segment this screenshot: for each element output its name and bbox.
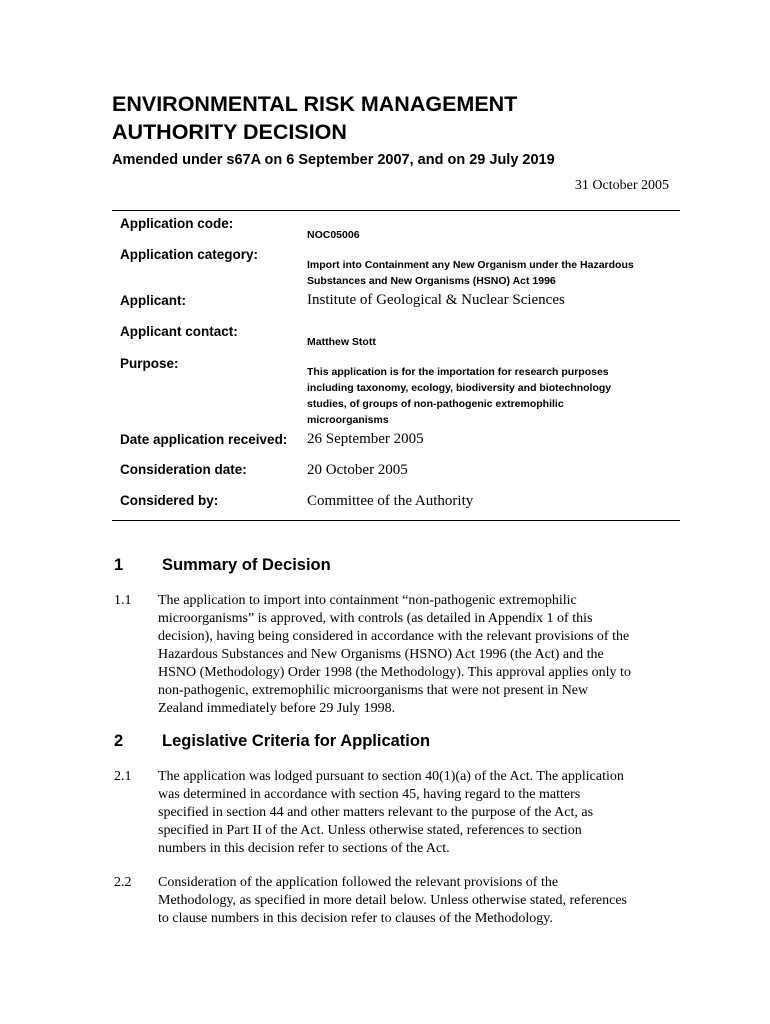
value-line: microorganisms — [307, 414, 389, 426]
decision-date: 31 October 2005 — [574, 178, 669, 193]
value-line: studies, of groups of non-pathogenic extremophilic — [307, 398, 564, 410]
applicant-contact-label: Applicant contact: — [120, 324, 238, 339]
paragraph-line: non-pathogenic, extremophilic microorganisms that were not present in New — [158, 683, 589, 698]
purpose-label: Purpose: — [120, 356, 179, 371]
section-heading: Summary of Decision — [162, 556, 331, 574]
considered-by-value: Committee of the Authority — [307, 493, 474, 509]
date-received-value: 26 September 2005 — [307, 431, 424, 447]
title-line: AUTHORITY DECISION — [112, 120, 347, 144]
application-category-label: Application category: — [120, 247, 259, 262]
paragraph-line: Hazardous Substances and New Organisms (HSNO) Act 1996 (the Act) and the — [158, 647, 604, 662]
paragraph-line: specified in section 44 and other matters relevant to the purpose of the Act, as — [158, 805, 594, 820]
consideration-date-label: Consideration date: — [120, 462, 247, 477]
application-code-label: Application code: — [120, 216, 234, 231]
paragraph-line: Zealand immediately before 29 July 1998. — [158, 701, 396, 716]
section-number: 2 — [114, 732, 124, 750]
paragraph-body — [158, 592, 680, 718]
value-line: Substances and New Organisms (HSNO) Act 1996 — [307, 275, 556, 287]
section-heading: Legislative Criteria for Application — [162, 732, 431, 750]
section-number: 1 — [114, 556, 124, 574]
purpose-value — [307, 364, 677, 428]
paragraph-line: HSNO (Methodology) Order 1998 (the Methodology). This approval applies only to — [158, 665, 631, 680]
paragraph-body — [158, 768, 680, 858]
paragraph-line: numbers in this decision refer to sections of the Act. — [158, 841, 450, 856]
applicant-label: Applicant: — [120, 293, 186, 308]
paragraph-line: microorganisms” is approved, with controls (as detailed in Appendix 1 of this — [158, 611, 593, 626]
application-code-value: NOC05006 — [307, 229, 360, 241]
applicant-contact-value: Matthew Stott — [307, 336, 376, 348]
value-line: Import into Containment any New Organism under the Hazardous — [307, 259, 634, 271]
paragraph-line: Consideration of the application followed the relevant provisions of the — [158, 875, 559, 890]
paragraph-line: decision), having being considered in accordance with the relevant provisions of the — [158, 629, 630, 644]
application-category-value — [307, 257, 677, 289]
bottom-divider — [112, 520, 680, 521]
paragraph-number: 2.1 — [114, 769, 132, 784]
value-line: This application is for the importation for research purposes — [307, 366, 609, 378]
paragraph-number: 1.1 — [114, 593, 132, 608]
considered-by-label: Considered by: — [120, 493, 219, 508]
paragraph-number: 2.2 — [114, 875, 132, 890]
top-divider — [112, 210, 680, 211]
paragraph-line: was determined in accordance with section 45, having regard to the matters — [158, 787, 581, 802]
value-line: including taxonomy, ecology, biodiversity and biotechnology — [307, 382, 612, 394]
date-received-label: Date application received: — [120, 432, 288, 447]
paragraph-body — [158, 874, 680, 928]
paragraph-line: The application was lodged pursuant to section 40(1)(a) of the Act. The application — [158, 769, 624, 784]
paragraph-line: The application to import into containment “non-pathogenic extremophilic — [158, 593, 577, 608]
paragraph-line: to clause numbers in this decision refer to clauses of the Methodology. — [158, 911, 553, 926]
consideration-date-value: 20 October 2005 — [307, 462, 408, 478]
title-line: ENVIRONMENTAL RISK MANAGEMENT — [112, 92, 518, 116]
applicant-value: Institute of Geological & Nuclear Sciences — [307, 292, 565, 308]
document-title — [112, 90, 672, 146]
amendment-note: Amended under s67A on 6 September 2007, and on 29 July 2019 — [112, 152, 555, 168]
paragraph-line: specified in Part II of the Act. Unless otherwise stated, references to section — [158, 823, 582, 838]
paragraph-line: Methodology, as specified in more detail below. Unless otherwise stated, references — [158, 893, 627, 908]
